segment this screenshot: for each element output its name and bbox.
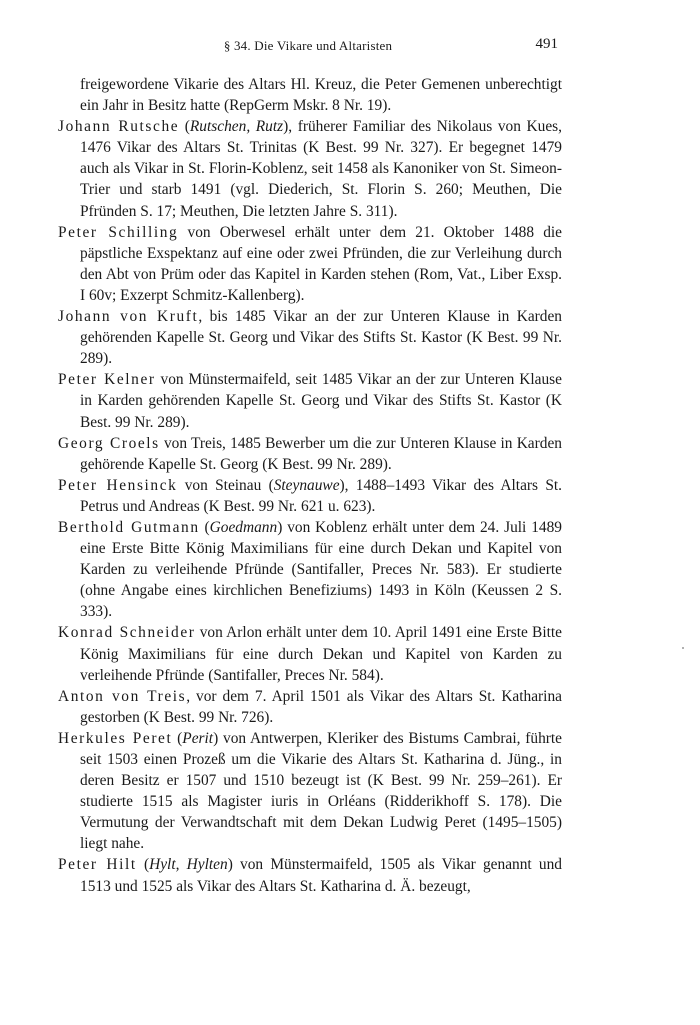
person-name: Peter Hilt bbox=[58, 856, 137, 874]
running-head: § 34. Die Vikare und Altaristen bbox=[223, 38, 393, 53]
page-number: 491 bbox=[535, 36, 558, 52]
name-variant: Perit bbox=[182, 729, 214, 747]
entry-peter-hilt: Peter Hilt (Hylt, Hylten) von Münstermaifeld, 1505 als Vikar genannt und 1513 und 1525 als Vikar des Altars St. Katharina d. Ä. bezeugt, bbox=[58, 856, 562, 895]
body-text bbox=[58, 74, 562, 897]
entry-herkules-peret: Herkules Peret (Perit) von Antwerpen, Kleriker des Bistums Cambrai, führte seit 1503 einen Prozeß um die Vikarie des Altars St. Katharina d. Jüng., in deren Besitz er 1507 und 1510 bezeugt ist (K Best. 99 Nr. 259–261). Er studierte 1515 als Magister iuris in Orléans (Ridderikhoff S. 178). Die Vermutung der Verwandtschaft mit dem Dekan Ludwig Peret (1495–1505) liegt nahe. bbox=[58, 729, 562, 853]
person-name: Johann von Kruft bbox=[58, 308, 199, 326]
name-variant: Hylt, Hylten bbox=[149, 856, 228, 874]
margin-speck bbox=[682, 647, 684, 649]
name-variant: Steynauwe bbox=[273, 476, 340, 494]
person-name: Johann Rutsche bbox=[58, 118, 180, 136]
person-name: Konrad Schneider bbox=[58, 624, 196, 642]
entry-konrad-schneider: Konrad Schneider von Arlon erhält unter dem 10. April 1491 eine Erste Bitte König Maximilians für eine durch Dekan und Kapitel von Karden zu verleihende Pfründe (Santifaller, Preces Nr. 584). bbox=[58, 624, 562, 684]
entry-peter-kelner: Peter Kelner von Münstermaifeld, seit 1485 Vikar an der zur Unteren Klause in Karden gehörenden Kapelle St. Georg und Vikar des Stifts St. Kastor (K Best. 99 Nr. 289). bbox=[58, 371, 563, 431]
person-name: Peter Kelner bbox=[58, 371, 156, 389]
entry-berthold-gutmann: Berthold Gutmann (Goedmann) von Koblenz erhält unter dem 24. Juli 1489 eine Erste Bitte König Maximilians für eine durch Dekan und Kapitel von Karden zu verleihende Pfründe (Santifaller, Preces Nr. 583). Er studierte (ohne Angabe eines kirchlichen Benefiziums) 1493 in Köln (Keussen 2 S. 333). bbox=[58, 518, 562, 621]
name-variant: Rutschen, Rutz bbox=[189, 118, 284, 136]
person-name: Herkules Peret bbox=[58, 729, 173, 747]
name-variant: Goedmann bbox=[209, 518, 278, 536]
entry-anton-von-treis: Anton von Treis, vor dem 7. April 1501 als Vikar des Altars St. Katharina gestorben (K Best. 99 Nr. 726). bbox=[58, 687, 562, 726]
person-name: Peter Hensinck bbox=[58, 476, 178, 494]
entry-continuation: freigewordene Vikarie des Altars Hl. Kreuz, die Peter Gemenen unberechtigt ein Jahr in Besitz hatte (RepGerm Mskr. 8 Nr. 19). bbox=[80, 76, 562, 115]
entry-johann-von-kruft: Johann von Kruft, bis 1485 Vikar an der zur Unteren Klause in Karden gehörenden Kapelle St. Georg und Vikar des Stifts St. Kastor (K Best. 99 Nr. 289). bbox=[58, 308, 562, 368]
entry-georg-croels: Georg Croels von Treis, 1485 Bewerber um die zur Unteren Klause in Karden gehörende Kapelle St. Georg (K Best. 99 Nr. 289). bbox=[58, 434, 562, 473]
person-name: Berthold Gutmann bbox=[58, 518, 200, 536]
person-name: Peter Schilling bbox=[58, 223, 179, 241]
entry-peter-hensinck: Peter Hensinck von Steinau (Steynauwe), 1488–1493 Vikar des Altars St. Petrus und Andreas (K Best. 99 Nr. 621 u. 623). bbox=[58, 476, 563, 515]
person-name: Georg Croels bbox=[58, 434, 160, 452]
entry-peter-schilling: Peter Schilling von Oberwesel erhält unter dem 21. Oktober 1488 die päpstliche Exspektanz auf eine oder zwei Pfründen, die zur Verleihung durch den Abt von Prüm oder das Kapitel in Karden stehen (Rom, Vat., Liber Exsp. I 60v; Exzerpt Schmitz-Kallenberg). bbox=[58, 223, 562, 304]
entry-johann-rutsche: Johann Rutsche (Rutschen, Rutz), früherer Familiar des Nikolaus von Kues, 1476 Vikar des Altars St. Trinitas (K Best. 99 Nr. 327). Er begegnet 1479 auch als Vikar in St. Florin-Koblenz, seit 1458 als Kanoniker von St. Simeon-Trier und starb 1491 (vgl. Diederich, St. Florin S. 260; Meuthen, Die Pfründen S. 17; Meuthen, Die letzten Jahre S. 311). bbox=[58, 118, 562, 220]
person-name: Anton von Treis bbox=[58, 687, 187, 705]
